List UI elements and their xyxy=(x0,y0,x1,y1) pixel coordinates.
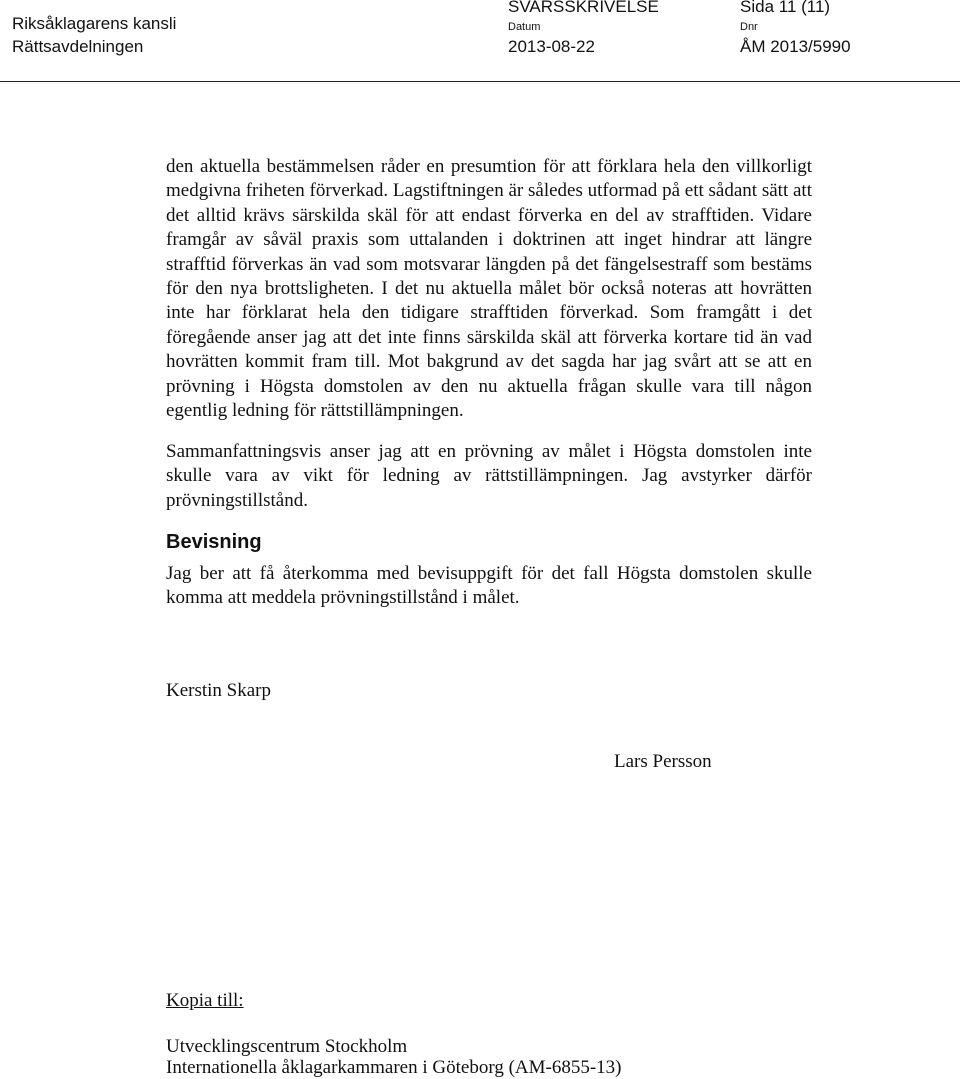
document-type: SVARSSKRIVELSE xyxy=(508,0,659,16)
section-heading-bevisning: Bevisning xyxy=(166,531,262,553)
org-name: Riksåklagarens kansli xyxy=(12,14,177,33)
date-label: Datum xyxy=(508,21,541,33)
department: Rättsavdelningen xyxy=(12,37,144,56)
dnr-label: Dnr xyxy=(740,21,758,33)
copy-recipient: Utvecklingscentrum Stockholm xyxy=(166,1036,408,1057)
signature-1: Kerstin Skarp xyxy=(166,680,272,701)
date-value: 2013-08-22 xyxy=(508,37,595,56)
header-divider xyxy=(0,81,960,82)
copy-to-label: Kopia till: xyxy=(166,990,244,1011)
copy-recipient: Internationella åklagarkammaren i Göteborg (AM-6855-13) xyxy=(166,1057,622,1078)
paragraph-3: Jag ber att få återkomma med bevisuppgift för det fall Högsta domstolen skulle komma att meddela prövningstillstånd i målet. xyxy=(166,563,812,609)
signature-2: Lars Persson xyxy=(614,751,712,772)
page-number: Sida 11 (11) xyxy=(740,0,831,16)
paragraph-1: den aktuella bestämmelsen råder en presumtion för att förklara hela den villkorligt medgivna friheten förverkad. Lagstiftningen är således utformad på ett sådant sätt att det alltid krävs särskilda skäl för att endast förverka en del av strafftiden. Vidare framgår av såväl praxis som uttalanden i doktrinen att inget hindrar att längre strafftid förverkas än vad som motsvarar längden på det fängelsestraff som bestäms för den nya brottsligheten. I det nu aktuella målet bör också noteras att hovrätten inte har förklarat hela den tidigare strafftiden förverkad. Som framgått i det föregående anser jag att det inte finns särskilda skäl att förverka kortare tid än vad hovrätten kommit fram till. Mot bakgrund av det sagda har jag svårt att se att en prövning i Högsta domstolen av den nu aktuella frågan skulle vara till någon egentlig ledning för rättstillämpningen. xyxy=(166,156,812,422)
dnr-value: ÅM 2013/5990 xyxy=(740,37,851,56)
paragraph-2: Sammanfattningsvis anser jag att en prövning av målet i Högsta domstolen inte skulle vara av vikt för ledning av rättstillämpningen. Jag avstyrker därför prövningstillstånd. xyxy=(166,441,812,511)
